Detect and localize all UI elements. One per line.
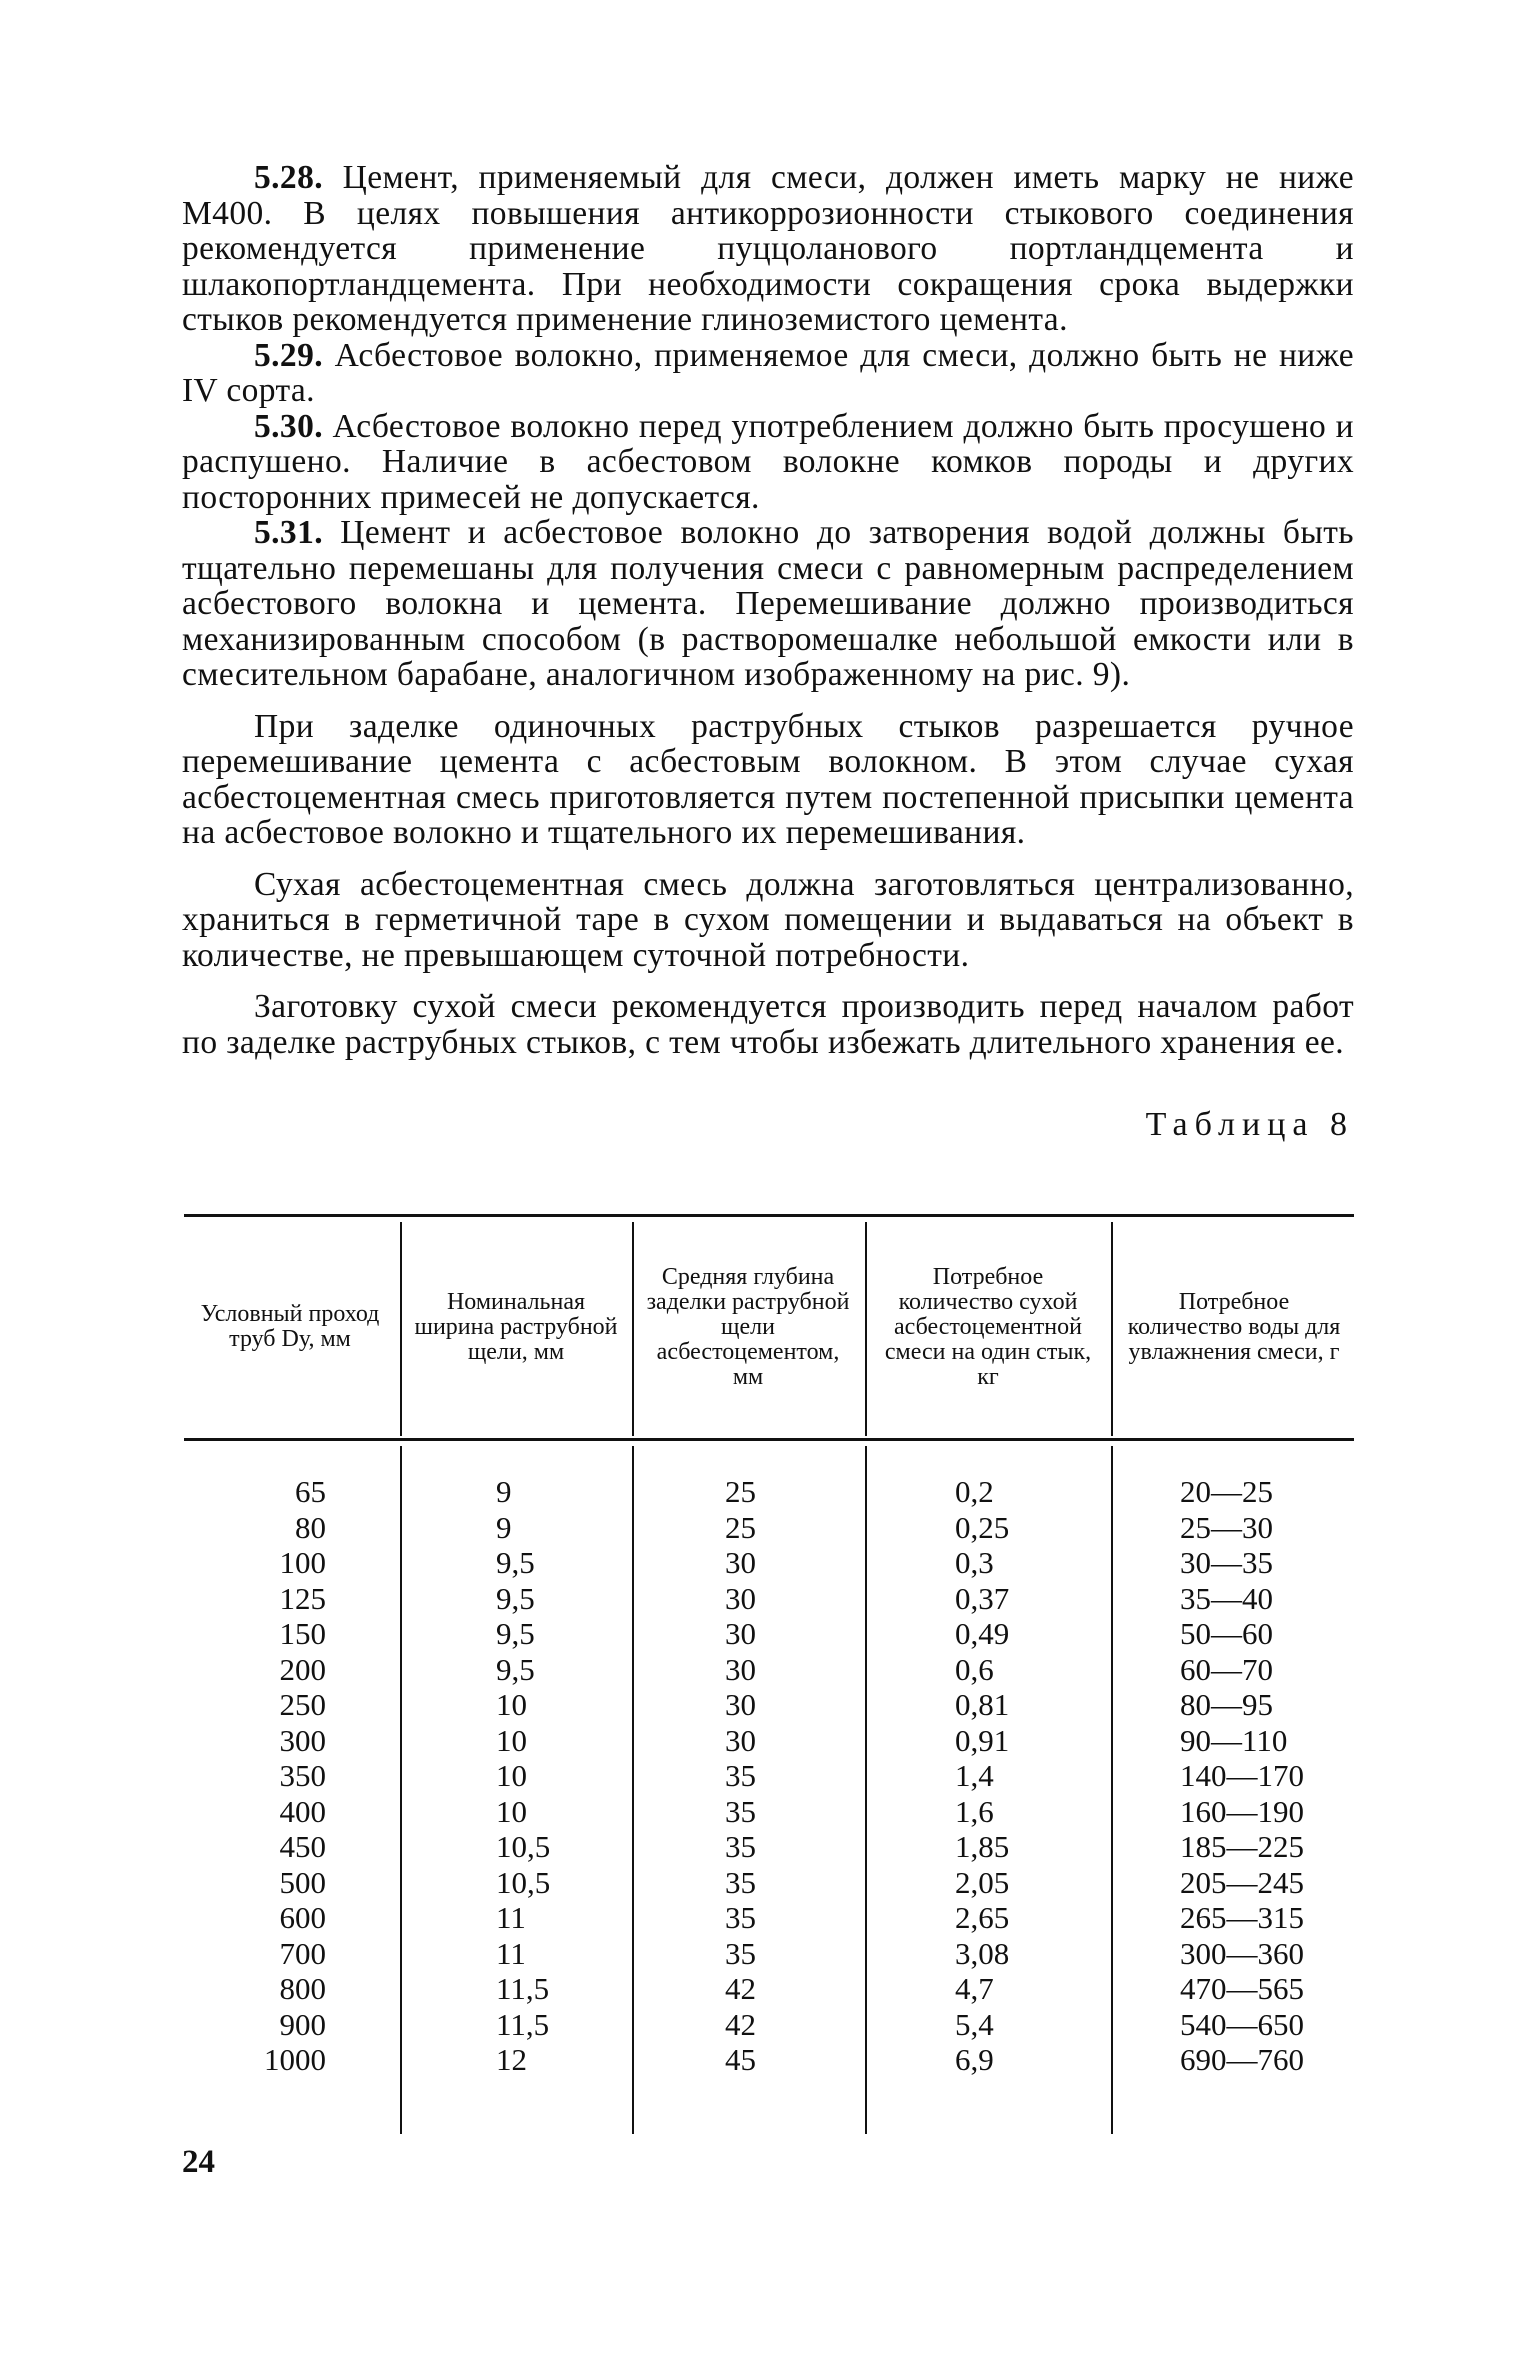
table-cell: 35 [725,1793,756,1829]
table-cell: 100 [279,1545,326,1580]
table-cell: 700 [279,1935,326,1971]
column-divider [865,1222,867,1436]
table-cell: 35—40 [1180,1580,1273,1616]
table-cell: 80—95 [1180,1687,1273,1722]
table-cell: 2,65 [955,1900,1010,1935]
table-cell: 11 [496,1900,526,1935]
table-cell: 9 [496,1474,512,1509]
table-cell: 30 [725,1651,756,1687]
table-cell: 250 [279,1687,326,1722]
table-cell: 1,6 [955,1793,994,1829]
table-cell: 185—225 [1180,1829,1304,1864]
table-cell: 1,4 [955,1758,994,1793]
table-cell: 11 [496,1935,526,1971]
clause-number: 5.28. [254,159,323,196]
table-header-water-quantity: Потребное количество воды для увлажнения смеси, г [1127,1288,1341,1365]
table-cell: 690—760 [1180,2042,1304,2077]
table-cell: 65 [295,1474,326,1509]
column-water-quantity [1180,1474,1330,2078]
table-cell: 9,5 [496,1651,535,1687]
table-cell: 205—245 [1180,1864,1304,1900]
table-top-rule [184,1214,1354,1217]
table-cell: 300—360 [1180,1935,1304,1971]
column-divider [1111,1446,1113,2134]
table-cell: 0,91 [955,1722,1010,1758]
table-cell: 10 [496,1687,527,1722]
paragraph [182,709,1354,851]
table-cell: 10 [496,1793,527,1829]
paragraph-text: Асбестовое волокно, применяемое для смеси, должно быть не ниже IV сорта. [182,336,1354,409]
table-cell: 30 [725,1722,756,1758]
table-cell: 125 [279,1580,326,1616]
table-cell: 2,05 [955,1864,1010,1900]
table-cell: 45 [725,2042,756,2077]
table-cell: 25 [725,1509,756,1545]
table-cell: 35 [725,1829,756,1864]
table-cell: 350 [279,1758,326,1793]
table-cell: 35 [725,1935,756,1971]
table-cell: 3,08 [955,1935,1010,1971]
table-cell: 11,5 [496,2006,550,2042]
paragraph-text: При заделке одиночных раструбных стыков разрешается ручное перемешивание цемента с асбестовым волокном. В этом случае сухая асбестоцементная смесь приготовляется путем постепенной присыпки цемента на асбестовое волокно и тщательного их перемешивания. [182,707,1354,851]
table-cell: 10 [496,1722,527,1758]
table-cell: 0,49 [955,1616,1010,1651]
table-cell: 10,5 [496,1829,551,1864]
table-cell: 0,81 [955,1687,1010,1722]
table-cell: 500 [279,1864,326,1900]
paragraph [182,160,1354,338]
paragraph [182,338,1354,409]
column-divider [865,1446,867,2134]
column-diameter [220,1474,326,2078]
clause-number: 5.31. [254,514,323,551]
table-cell: 0,6 [955,1651,994,1687]
table-cell: 9,5 [496,1545,535,1580]
table-cell: 540—650 [1180,2006,1304,2042]
table-cell: 25—30 [1180,1509,1273,1545]
table-cell: 10,5 [496,1864,551,1900]
table-cell: 300 [279,1722,326,1758]
table-cell: 30 [725,1616,756,1651]
table-cell: 35 [725,1900,756,1935]
table-cell: 140—170 [1180,1758,1304,1793]
table-header-depth: Средняя глубина заделки раструбной щели асбестоцементом, мм [646,1263,850,1390]
table-cell: 400 [279,1793,326,1829]
table-cell: 9,5 [496,1580,535,1616]
table-cell: 11,5 [496,1971,550,2006]
column-divider [632,1222,634,1436]
table-cell: 80 [295,1509,326,1545]
table-cell: 90—110 [1180,1722,1288,1758]
table-cell: 6,9 [955,2042,994,2077]
table-cell: 0,2 [955,1474,994,1509]
paragraph [182,989,1354,1060]
table-cell: 42 [725,1971,756,2006]
table-cell: 5,4 [955,2006,994,2042]
table-cell: 200 [279,1651,326,1687]
table-cell: 600 [279,1900,326,1935]
page-number: 24 [182,2144,215,2180]
paragraph-text: Заготовку сухой смеси рекомендуется производить перед началом работ по заделке раструбных стыков, с тем чтобы избежать длительного хранения ее. [182,988,1354,1061]
clause-number: 5.30. [254,407,323,445]
paragraph-text: Асбестовое волокно перед употреблением должно быть просушено и распушено. Наличие в асбестовом волокне комков породы и других посторонних примесей не допускается. [182,407,1354,516]
table-cell: 50—60 [1180,1616,1273,1651]
table-cell: 30—35 [1180,1545,1273,1580]
paragraph-text: Сухая асбестоцементная смесь должна заготовляться централизованно, храниться в герметичной таре в сухом помещении и выдаваться на объект в количестве, не превышающем суточной потребности. [182,865,1354,974]
column-divider [632,1446,634,2134]
paragraph-text: Цемент и асбестовое волокно до затворения водой должны быть тщательно перемешаны для получения смеси с равномерным распределением асбестового волокна и цемента. Перемешивание должно производиться механизированным способом (в растворомешалке небольшой емкости или в смесительном барабане, аналогичном изображенному на рис. 9). [182,514,1354,693]
table-cell: 35 [725,1864,756,1900]
table-cell: 30 [725,1545,756,1580]
table-cell: 265—315 [1180,1900,1304,1935]
column-depth [725,1474,805,2078]
table-cell: 30 [725,1687,756,1722]
paragraph [182,409,1354,516]
column-divider [400,1222,402,1436]
table-header-rule [184,1438,1354,1441]
text-body [182,160,1354,1144]
table-cell: 10 [496,1758,527,1793]
table-cell: 12 [496,2042,527,2077]
table-cell: 25 [725,1474,756,1509]
table-cell: 470—565 [1180,1971,1304,2006]
table-cell: 900 [279,2006,326,2042]
paragraph [182,515,1354,693]
table-cell: 150 [279,1616,326,1651]
paragraph [182,867,1354,974]
table-caption: Таблица 8 [1145,1106,1354,1143]
table-cell: 0,25 [955,1509,1010,1545]
table-cell: 1,85 [955,1829,1010,1864]
column-gap-width [496,1474,596,2078]
table-cell: 35 [725,1758,756,1793]
table-cell: 0,3 [955,1545,994,1580]
table-cell: 9,5 [496,1616,535,1651]
table-cell: 1000 [264,2042,326,2077]
column-divider [1111,1222,1113,1436]
table-cell: 800 [279,1971,326,2006]
paragraph-text: Цемент, применяемый для смеси, должен иметь марку не ниже М400. В целях повышения антикоррозионности стыкового соединения рекомендуется применение пуццоланового портландцемента и шлакопортландцемента. При необходимости сокращения срока выдержки стыков рекомендуется применение глиноземистого цемента. [182,159,1354,338]
table-cell: 60—70 [1180,1651,1273,1687]
table-header-gap-width: Номинальная ширина раструбной щели, мм [414,1288,618,1365]
column-mix-quantity [955,1474,1055,2078]
table-cell: 4,7 [955,1971,994,2006]
table-cell: 0,37 [955,1580,1010,1616]
table-cell: 20—25 [1180,1474,1273,1509]
table-cell: 9 [496,1509,512,1545]
table-cell: 160—190 [1180,1793,1304,1829]
table-cell: 450 [279,1829,326,1864]
table-header-mix-quantity: Потребное количество сухой асбестоцементной смеси на один стык, кг [884,1263,1092,1390]
table-cell: 42 [725,2006,756,2042]
table-header-diameter: Условный проход труб Dу, мм [200,1301,380,1352]
column-divider [400,1446,402,2134]
table-cell: 30 [725,1580,756,1616]
clause-number: 5.29. [254,336,323,374]
